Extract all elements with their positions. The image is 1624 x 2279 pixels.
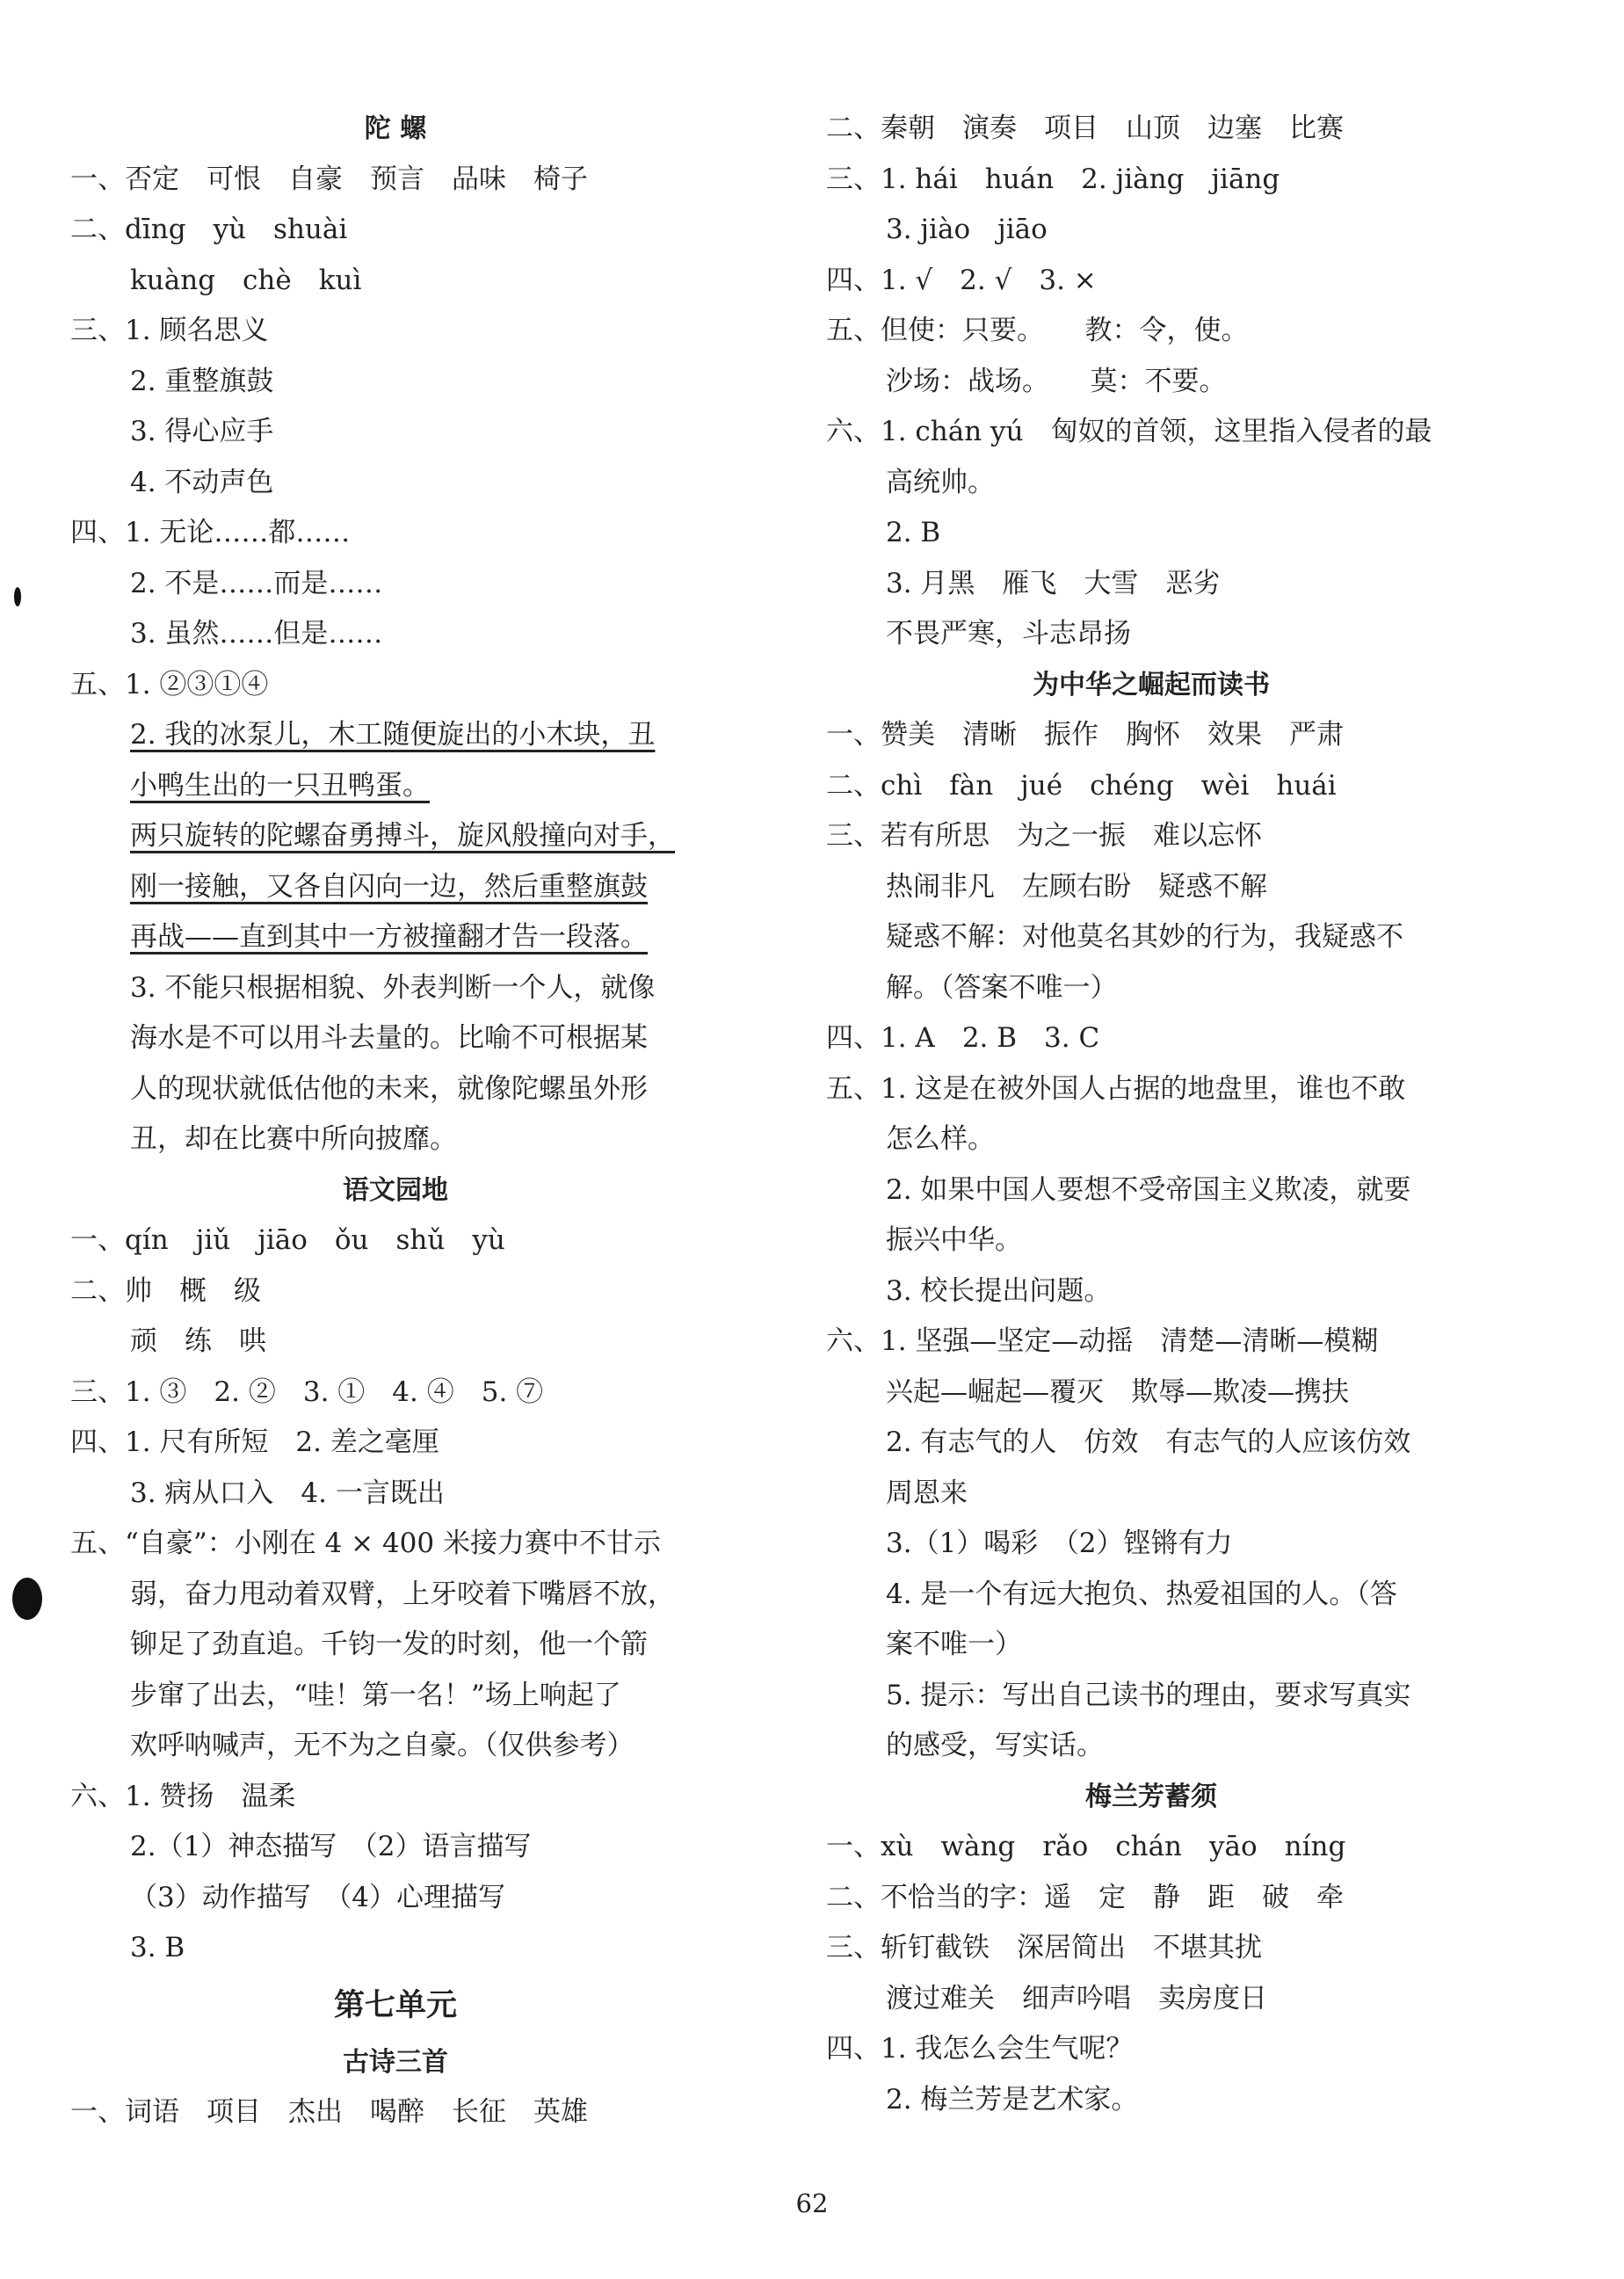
answer-line: 二、不恰当的字：遥 定 静 距 破 牵 <box>826 1881 1344 1913</box>
underlined-answer-line: 2. 我的冰泵儿，木工随便旋出的小木块，丑 <box>130 719 656 751</box>
answer-line: 一、qín jiǔ jiāo ǒu shǔ yù <box>70 1224 505 1256</box>
answer-line: 热闹非凡 左顾右盼 疑惑不解 <box>886 870 1267 903</box>
answer-line: 3. B <box>130 1932 185 1963</box>
answer-line: 一、否定 可恨 自豪 预言 品味 椅子 <box>70 163 588 195</box>
answer-line: 疑惑不解：对他莫名其妙的行为，我疑惑不 <box>886 921 1403 953</box>
answer-line: 一、xù wàng rǎo chán yāo níng <box>826 1831 1346 1862</box>
answer-line: 案不唯一） <box>886 1629 1022 1660</box>
answer-line: 解。（答案不唯一） <box>886 971 1118 1004</box>
answer-line: 渡过难关 细声吟唱 卖房度日 <box>886 1982 1267 2014</box>
answer-line: kuàng chè kuì <box>130 264 362 296</box>
answer-line: 四、1. A 2. B 3. C <box>826 1022 1100 1054</box>
answer-line: 沙场：战场。 莫：不要。 <box>886 365 1227 397</box>
answer-line: 3. 不能只根据相貌、外表判断一个人，就像 <box>130 971 656 1004</box>
answer-line: 一、词语 项目 杰出 喝醉 长征 英雄 <box>70 2096 588 2128</box>
answer-line: 3. jiào jiāo <box>886 214 1048 245</box>
answer-line: 3. 得心应手 <box>130 416 274 447</box>
answer-line: 丑，却在比赛中所向披靡。 <box>130 1123 457 1155</box>
answer-line: 三、若有所思 为之一振 难以忘怀 <box>826 820 1262 852</box>
answer-line: 5. 提示：写出自己读书的理由，要求写真实 <box>886 1679 1411 1711</box>
underlined-answer-line: 再战——直到其中一方被撞翻才告一段落。 <box>130 921 648 953</box>
answer-line: 3.（1）喝彩 （2）铿锵有力 <box>886 1528 1233 1559</box>
answer-line: 三、1. ③ 2. ② 3. ① 4. ④ 5. ⑦ <box>70 1375 544 1408</box>
section-heading: 梅兰芳蓄须 <box>1085 1781 1217 1812</box>
answer-line: 3. 校长提出问题。 <box>886 1274 1112 1307</box>
answer-line: 六、1. chán yú 匈奴的首领，这里指入侵者的最 <box>826 416 1432 447</box>
answer-line: 三、1. 顾名思义 <box>70 315 269 346</box>
answer-line: 欢呼呐喊声，无不为之自豪。（仅供参考） <box>130 1730 634 1761</box>
section-heading: 语文园地 <box>343 1174 448 1206</box>
answer-line: 怎么样。 <box>886 1123 995 1155</box>
unit-heading: 第七单元 <box>333 1987 457 2023</box>
ink-mark <box>12 1578 42 1620</box>
left-column <box>70 104 721 2138</box>
answer-line: 2. 有志气的人 仿效 有志气的人应该仿效 <box>886 1426 1411 1458</box>
answer-line: 四、1. 无论……都…… <box>70 517 351 548</box>
answer-line: 振兴中华。 <box>886 1224 1022 1256</box>
answer-line: 4. 不动声色 <box>130 466 274 498</box>
answer-line: 人的现状就低估他的未来，就像陀螺虽外形 <box>130 1072 648 1105</box>
answer-line: 2. B <box>886 517 941 548</box>
underlined-answer-line: 小鸭生出的一只丑鸭蛋。 <box>130 769 430 802</box>
answer-line: 海水是不可以用斗去量的。比喻不可根据某 <box>130 1022 648 1054</box>
answer-line: 2. 重整旗鼓 <box>130 365 274 397</box>
answer-line: 2. 如果中国人要想不受帝国主义欺凌，就要 <box>886 1173 1411 1206</box>
underlined-answer-line: 两只旋转的陀螺奋勇搏斗，旋风般撞向对手， <box>130 820 675 852</box>
answer-line: 3. 月黑 雁飞 大雪 恶劣 <box>886 567 1221 599</box>
answer-line: 3. 虽然……但是…… <box>130 618 383 650</box>
underlined-answer-line: 刚一接触，又各自闪向一边，然后重整旗鼓 <box>130 870 648 903</box>
answer-line: 的感受，写实话。 <box>886 1730 1104 1761</box>
answer-line: 三、1. hái huán 2. jiàng jiāng <box>826 163 1280 195</box>
section-heading: 陀 螺 <box>364 113 427 144</box>
answer-line: 3. 病从口入 4. 一言既出 <box>130 1477 445 1509</box>
answer-line: 周恩来 <box>886 1477 968 1509</box>
answer-line: 铆足了劲直追。千钧一发的时刻，他一个箭 <box>130 1629 648 1660</box>
answer-line: 步窜了出去，“哇！第一名！”场上响起了 <box>130 1679 621 1711</box>
answer-line: 五、1. 这是在被外国人占据的地盘里，谁也不敢 <box>826 1072 1406 1105</box>
section-heading: 为中华之崛起而读书 <box>1033 669 1270 700</box>
section-heading: 古诗三首 <box>343 2046 448 2078</box>
answer-line: 弱，奋力甩动着双臂，上牙咬着下嘴唇不放， <box>130 1578 675 1610</box>
answer-line: 六、1. 赞扬 温柔 <box>70 1780 296 1812</box>
page-number: 62 <box>795 2188 829 2218</box>
answer-line: 五、“自豪”：小刚在 4 × 400 米接力赛中不甘示 <box>70 1528 661 1559</box>
answer-line: 2.（1）神态描写 （2）语言描写 <box>130 1831 532 1862</box>
answer-line: 二、chì fàn jué chéng wèi huái <box>826 769 1337 802</box>
answer-line: 二、dīng yù shuài <box>70 214 348 245</box>
answer-line: 六、1. 坚强—坚定—动摇 清楚—清晰—模糊 <box>826 1325 1379 1357</box>
answer-line: （3）动作描写 （4）心理描写 <box>130 1881 505 1913</box>
answer-line: 四、1. √ 2. √ 3. × <box>826 264 1097 296</box>
answer-line: 四、1. 尺有所短 2. 差之毫厘 <box>70 1426 439 1458</box>
answer-line: 不畏严寒，斗志昂扬 <box>886 618 1131 650</box>
answer-line: 4. 是一个有远大抱负、热爱祖国的人。（答 <box>886 1578 1397 1610</box>
answer-line: 一、赞美 清晰 振作 胸怀 效果 严肃 <box>826 719 1344 751</box>
answer-line: 四、1. 我怎么会生气呢？ <box>826 2033 1134 2065</box>
answer-line: 五、但使：只要。 教：令，使。 <box>826 315 1249 346</box>
answer-line: 2. 梅兰芳是艺术家。 <box>886 2083 1139 2116</box>
answer-line: 二、秦朝 演奏 项目 山顶 边塞 比赛 <box>826 112 1344 144</box>
answer-line: 兴起—崛起—覆灭 欺辱—欺凌—携扶 <box>886 1375 1349 1408</box>
answer-line: 高统帅。 <box>886 466 995 498</box>
answer-line: 顽 练 哄 <box>130 1325 266 1357</box>
answer-line: 二、帅 概 级 <box>70 1274 261 1307</box>
answer-line: 三、斩钉截铁 深居简出 不堪其扰 <box>826 1932 1262 1963</box>
right-column <box>826 104 1476 2125</box>
answer-line: 五、1. ②③①④ <box>70 668 269 700</box>
ink-mark <box>14 587 21 606</box>
answer-line: 2. 不是……而是…… <box>130 567 383 599</box>
